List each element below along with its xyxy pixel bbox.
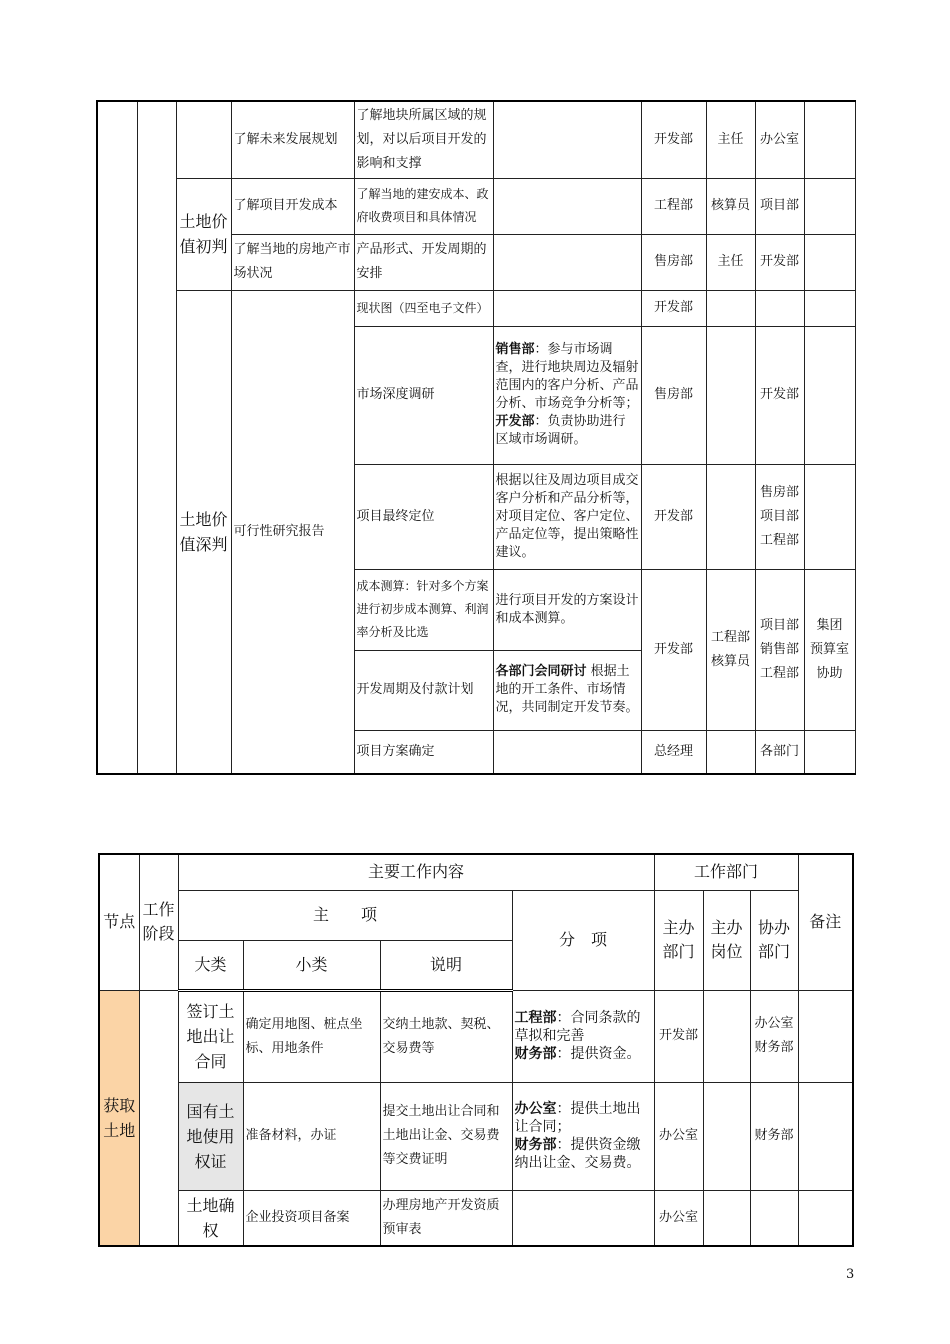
node-get-land: 获取土地: [99, 990, 139, 1246]
detail-cell: [493, 178, 641, 234]
description-cell: 项目方案确定: [354, 730, 493, 774]
main-dept-cell: 售房部: [641, 326, 706, 464]
remark-cell: [804, 290, 855, 326]
description-cell: 了解地块所属区域的规划，对以后项目开发的影响和支撑: [354, 101, 493, 178]
detail-cell: 工程部：合同条款的草拟和完善 财务部：提供资金。: [512, 990, 654, 1082]
stage-cell: [139, 990, 178, 1246]
main-post-cell: 主任: [706, 101, 755, 178]
subcategory-cell: 了解当地的房地产市场状况: [231, 234, 354, 290]
detail-cell: [493, 290, 641, 326]
work-table-continued: [96, 100, 856, 775]
subcategory-cell: 可行性研究报告: [231, 290, 354, 774]
assist-dept-cell: 办公室: [755, 101, 804, 178]
detail-cell: 各部门会同研讨 根据土地的开工条件、市场情况，共同制定开发节奏。: [493, 650, 641, 730]
work-table-acquire-land: [98, 853, 854, 1247]
main-post-cell: 主任: [706, 234, 755, 290]
detail-cell: [493, 326, 641, 464]
description-cell: 了解当地的建安成本、政府收费项目和具体情况: [354, 178, 493, 234]
main-dept-cell: 总经理: [641, 730, 706, 774]
main-dept-cell: 开发部: [641, 464, 706, 569]
header-assist-dept: 协办部门: [750, 890, 798, 990]
remark-cell: [804, 101, 855, 178]
header-stage: 工作阶段: [139, 854, 178, 990]
main-dept-cell: 售房部: [641, 234, 706, 290]
dept-label-bold: 开发部: [495, 414, 535, 429]
category-cell: 国有土地使用权证: [178, 1082, 243, 1190]
detail-bold: 各部门会同研讨: [495, 664, 587, 679]
description-cell: 项目最终定位: [354, 464, 493, 569]
remark-cell: 集团 预算室 协助: [804, 569, 855, 730]
category-cell: 土地价值初判: [176, 178, 231, 290]
main-post-cell: 核算员: [706, 178, 755, 234]
header-main-dept: 主办部门: [654, 890, 703, 990]
subcategory-cell: 企业投资项目备案: [243, 1190, 380, 1246]
detail-cell: 办公室：提供土地出让合同； 财务部：提供资金缴纳出让金、交易费。: [512, 1082, 654, 1190]
assist-dept-cell: [750, 1190, 798, 1246]
detail-cell: 根据以往及周边项目成交客户分析和产品分析等，对项目定位、客户定位、产品定位等，提出策略性建议。: [493, 464, 641, 569]
detail-cell: [493, 101, 641, 178]
detail-cell: [493, 234, 641, 290]
description-cell: 市场深度调研: [354, 326, 493, 464]
description-cell: 现状图（四至电子文件）: [354, 290, 493, 326]
description-cell: 成本测算：针对多个方案进行初步成本测算、利润率分析及比选: [354, 569, 493, 650]
main-dept-cell: 开发部: [654, 990, 703, 1082]
header-main-content: 主要工作内容: [178, 854, 654, 890]
detail-cell: [512, 1190, 654, 1246]
category-cell: 土地价值深判: [176, 290, 231, 774]
header-remark: 备注: [798, 854, 853, 990]
header-subcategory: 小类: [243, 940, 380, 990]
remark-cell: [798, 1190, 853, 1246]
assist-dept-cell: [755, 290, 804, 326]
assist-dept-cell: 财务部: [750, 1082, 798, 1190]
header-description: 说明: [380, 940, 512, 990]
subcategory-cell: 了解项目开发成本: [231, 178, 354, 234]
header-sub-item: 分 项: [512, 890, 654, 990]
main-dept-cell: 开发部: [641, 101, 706, 178]
main-dept-cell: 办公室: [654, 1190, 703, 1246]
remark-cell: [804, 178, 855, 234]
header-category: 大类: [178, 940, 243, 990]
assist-dept-cell: 项目部 销售部 工程部: [755, 569, 804, 730]
category-cell: [176, 101, 231, 178]
assist-dept-cell: 开发部: [755, 326, 804, 464]
subcategory-cell: 准备材料，办证: [243, 1082, 380, 1190]
description-cell: 产品形式、开发周期的安排: [354, 234, 493, 290]
header-work-dept: 工作部门: [654, 854, 798, 890]
main-post-cell: [706, 326, 755, 464]
assist-dept-cell: 项目部: [755, 178, 804, 234]
main-post-cell: [706, 464, 755, 569]
category-cell: 土地确权: [178, 1190, 243, 1246]
detail-text: ：参与市场调查，进行地块周边及辐射范围内的客户分析、产品分析、市场竞争分析等；: [495, 342, 639, 411]
stage-cell: [137, 101, 176, 774]
main-dept-cell: 工程部: [641, 178, 706, 234]
main-post-cell: 工程部 核算员: [706, 569, 755, 730]
header-main-item: 主 项: [178, 890, 512, 940]
node-cell: [97, 101, 137, 774]
detail-cell: 进行项目开发的方案设计和成本测算。: [493, 569, 641, 650]
remark-cell: [798, 990, 853, 1082]
main-post-cell: [706, 290, 755, 326]
description-cell: 交纳土地款、契税、交易费等: [380, 990, 512, 1082]
main-post-cell: [703, 1082, 750, 1190]
assist-dept-cell: 办公室 财务部: [750, 990, 798, 1082]
main-post-cell: [706, 730, 755, 774]
assist-dept-cell: 售房部 项目部 工程部: [755, 464, 804, 569]
remark-cell: [798, 1082, 853, 1190]
header-node: 节点: [99, 854, 139, 990]
detail-cell: [493, 730, 641, 774]
description-cell: 开发周期及付款计划: [354, 650, 493, 730]
subcategory-cell: 了解未来发展规划: [231, 101, 354, 178]
description-cell: 办理房地产开发资质预审表: [380, 1190, 512, 1246]
main-dept-cell: 办公室: [654, 1082, 703, 1190]
remark-cell: [804, 730, 855, 774]
dept-label-bold: 销售部: [495, 342, 535, 357]
assist-dept-cell: 各部门: [755, 730, 804, 774]
main-dept-cell: 开发部: [641, 290, 706, 326]
main-post-cell: [703, 1190, 750, 1246]
subcategory-cell: 确定用地图、桩点坐标、用地条件: [243, 990, 380, 1082]
remark-cell: [804, 464, 855, 569]
page-number: 3: [846, 1267, 855, 1282]
description-cell: 提交土地出让合同和土地出让金、交易费等交费证明: [380, 1082, 512, 1190]
header-main-post: 主办岗位: [703, 890, 750, 990]
category-cell: 签订土地出让合同: [178, 990, 243, 1082]
assist-dept-cell: 开发部: [755, 234, 804, 290]
main-dept-cell: 开发部: [641, 569, 706, 730]
detail-text: ：负责协助进行区域市场调研。: [495, 414, 626, 447]
remark-cell: [804, 326, 855, 464]
main-post-cell: [703, 990, 750, 1082]
remark-cell: [804, 234, 855, 290]
